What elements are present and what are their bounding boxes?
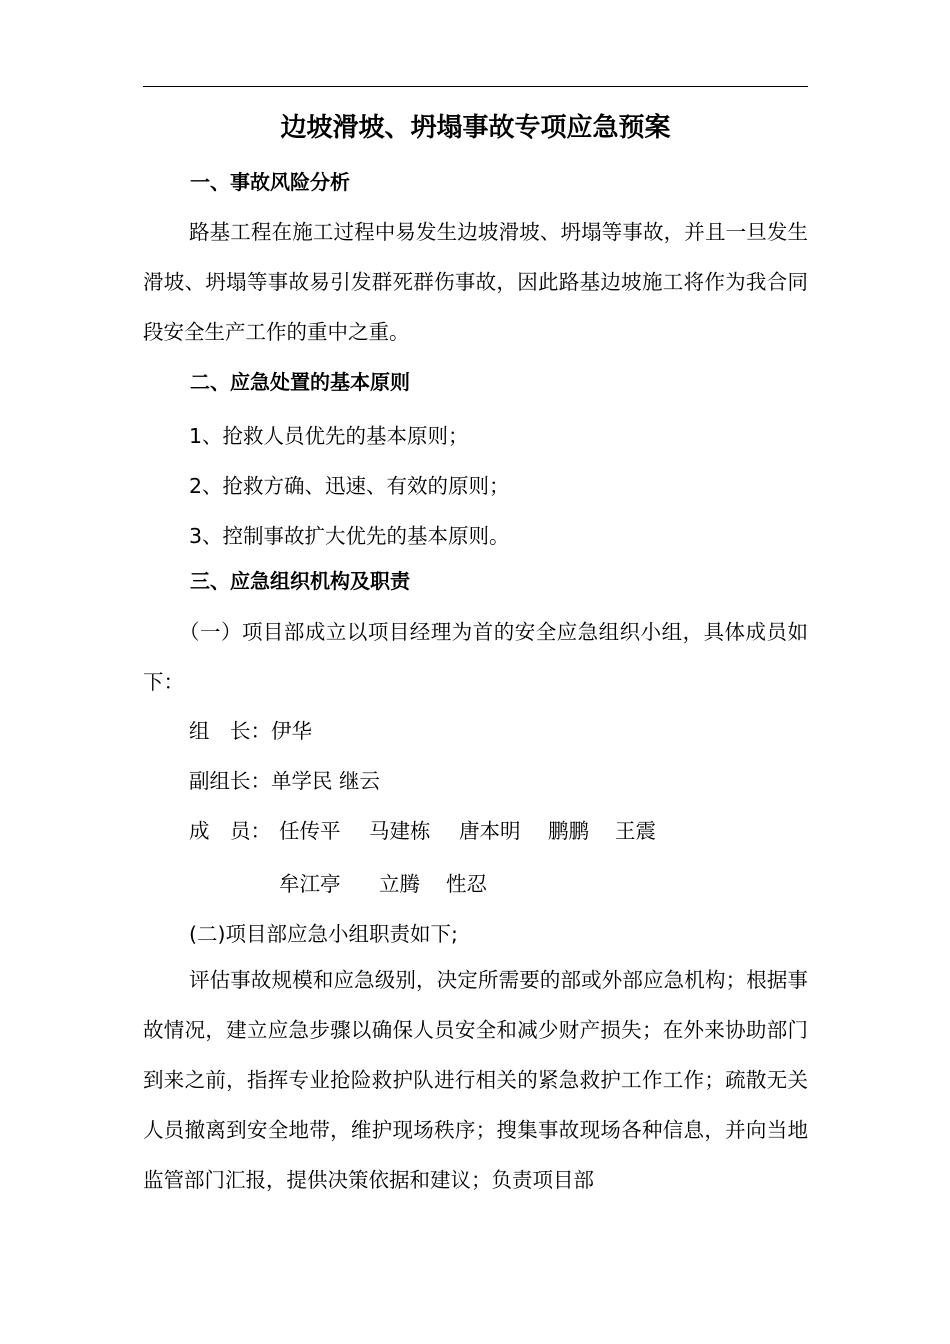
duties-heading: (二)项目部应急小组职责如下; xyxy=(189,922,458,946)
principle-item-3: 3、控制事故扩大优先的基本原则。 xyxy=(189,524,510,548)
team-member: 鹏鹏 xyxy=(548,819,589,843)
principle-item-1: 1、抢救人员优先的基本原则； xyxy=(189,424,469,448)
team-members-label: 成 员： xyxy=(189,819,271,843)
team-member: 唐本明 xyxy=(459,819,521,843)
section-heading-principles: 二、应急处置的基本原则 xyxy=(190,370,410,394)
header-rule xyxy=(143,86,808,87)
team-member: 任传平 xyxy=(279,819,341,843)
team-deputy-leader: 副组长：单学民 继云 xyxy=(189,769,381,793)
team-leader: 组 长：伊华 xyxy=(189,719,312,743)
section-heading-risk-analysis: 一、事故风险分析 xyxy=(190,170,350,194)
team-member: 牟江亭 xyxy=(279,872,341,896)
team-members-row-2 xyxy=(279,869,487,899)
team-member: 王震 xyxy=(615,819,656,843)
organization-intro-paragraph: （一）项目部成立以项目经理为首的安全应急组织小组，具体成员如下： xyxy=(143,620,808,694)
risk-analysis-paragraph: 路基工程在施工过程中易发生边坡滑坡、坍塌等事故，并且一旦发生滑坡、坍塌等事故易引发群死群伤事故，因此路基边坡施工将作为我合同段安全生产工作的重中之重。 xyxy=(143,220,808,344)
principle-item-2: 2、抢救方确、迅速、有效的原则； xyxy=(189,474,510,498)
team-members-row-1 xyxy=(279,816,656,846)
team-member: 性忍 xyxy=(446,872,487,896)
page-title: 边坡滑坡、坍塌事故专项应急预案 xyxy=(280,113,671,143)
team-member: 马建栋 xyxy=(369,819,431,843)
duties-paragraph: 评估事故规模和应急级别，决定所需要的部或外部应急机构；根据事故情况，建立应急步骤以确保人员安全和减少财产损失；在外来协助部门到来之前，指挥专业抢险救护队进行相关的紧急救护工作工作；疏散无关人员撤离到安全地带，维护现场秩序；搜集事故现场各种信息，并向当地监管部门汇报，提供决策依据和建议；负责项目部 xyxy=(143,968,808,1192)
section-heading-organization: 三、应急组织机构及职责 xyxy=(190,569,410,593)
team-member: 立腾 xyxy=(379,872,420,896)
